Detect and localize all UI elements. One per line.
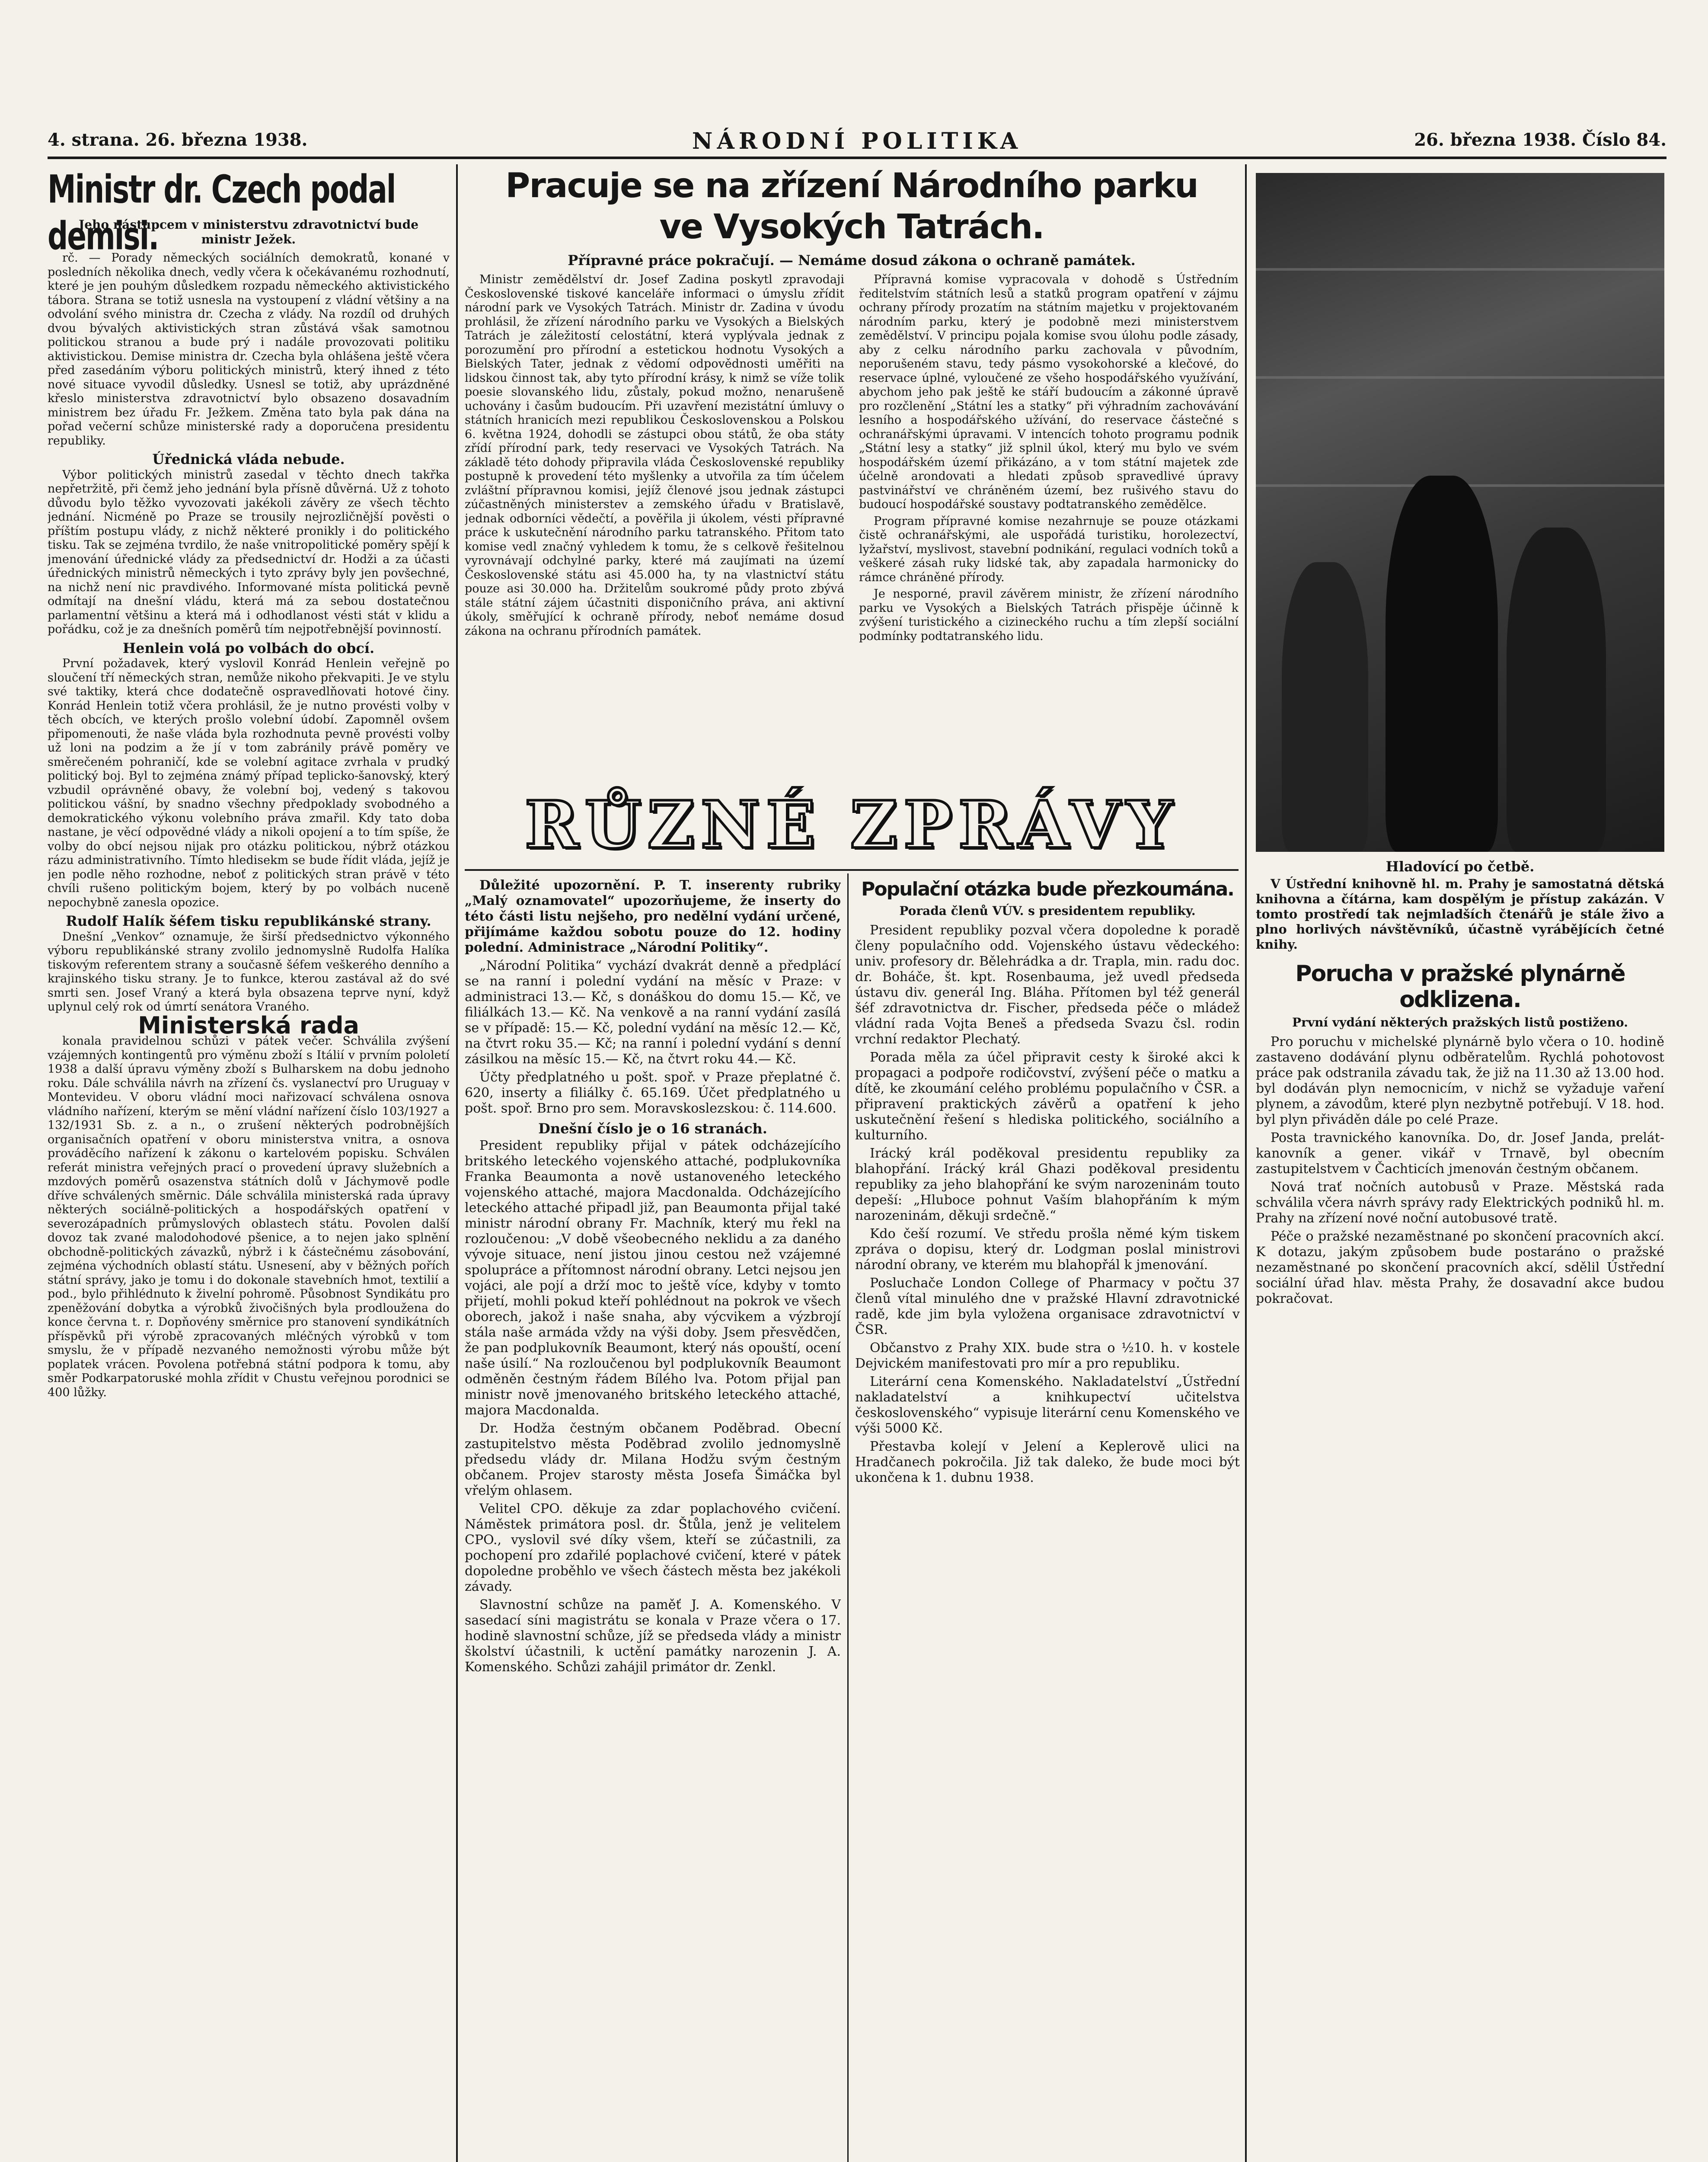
column-divider <box>1245 164 1247 2162</box>
page-number-date: 4. strana. 26. března 1938. <box>48 130 308 150</box>
page-header <box>48 130 1666 154</box>
paragraph: Velitel CPO. děkuje za zdar poplachového cvičení. Náměstek primátora posl. dr. Štůla, jenž je velitelem CPO., vyslovil své díky všem, kteří se zúčastnili, za pochopení pro zdařilé poplachové cvičení, které v pátek dopoledne proběhlo ve všech částech města bez jakékoli závady. <box>465 1501 841 1594</box>
paragraph: Program přípravné komise nezahrnuje se pouze otázkami čistě ochranářskými, ale uspořádá turistiku, horolezectví, lyžařství, myslivost, stavební podnikání, regulaci vodních toků a veškeré zásah ruky lidské tak, aby zapadala harmonicky do rámce chráněné přírody. <box>859 514 1239 584</box>
section-heading: Henlein volá po volbách do obcí. <box>122 640 375 656</box>
photo-shelf <box>1256 376 1664 379</box>
photo-shelf <box>1256 268 1664 271</box>
banner-rule <box>465 869 1239 871</box>
section-heading: Ministerská rada <box>138 1011 359 1039</box>
article-headline: Porucha v pražské plynárně odklizena. <box>1295 961 1625 1013</box>
paragraph: rč. — Porady německých sociálních demokratů, konané v posledních několika dnech, vedly včera k očekávanému rozhodnutí, které je jen pouhým důsledkem rozpadu německého aktivistického tábora. Strana se totiž usnesla na vystoupení z vládní většiny a na odvolání svého ministra dr. Czecha z vlády. Na rozdíl od druhých dvou bývalých aktivistických stran zůstává však samotnou politickou stranou a bude prý i nadále provozovati politiku aktivistickou. Demise ministra dr. Czecha byla ohlášena ještě včera před zasedáním výboru politických ministrů, který ihned z této nové situace vyvodil důsledky. Usnesl se totiž, aby uprázdněné křeslo ministerstva zdravotnictví bylo obsazeno dosavadním ministrem bez úřadu Fr. Ježkem. Změna tato byla pak dána na pořad večerní schůze ministerské rady a doporučena presidentu republiky. <box>48 251 450 448</box>
photo-child-figure <box>1282 562 1368 852</box>
paragraph: Důležité upozornění. P. T. inserenty rubriky „Malý oznamovatel“ upozorňujeme, že inserty do této části listu nejšeho, pro nedělní vydání určené, přijímáme každou sobotu pouze do 12. hodiny polední. Administrace „Národní Politiky“. <box>465 878 841 955</box>
article-subhead: Jeho nástupcem v ministerstvu zdravotnictví bude ministr Ježek. <box>78 217 419 246</box>
article-headline: Ministr dr. Czech podal demisi. <box>48 167 396 259</box>
lead-article <box>465 166 1239 780</box>
paragraph: Dr. Hodža čestným občanem Poděbrad. Obecní zastupitelstvo města Poděbrad zvolilo jednomyslně předsedu vlády dr. Milana Hodžu svým čestným občanem. Projev starosty města Josefa Šimáčka byl vřelým ohlasem. <box>465 1421 841 1498</box>
paragraph: „Národní Politika“ vychází dvakrát denně a předplácí se na ranní i polední vydání na měsíc v Praze: v administraci 13.— Kč, s donáškou do domu 15.— Kč, ve filiálkách 13.— Kč. Na venkově a na ranní vydání zasílá se v případě: 15.— Kč, polední vydání na měsíc 12.— Kč, na čtvrt roku 35.— Kč; na ranní i polední vydání s denní zásilkou na měsíc 15.— Kč, na čtvrt roku 44.— Kč. <box>465 958 841 1067</box>
paragraph: Pro poruchu v michelské plynárně bylo včera o 10. hodině zastaveno dodávání plynu odběratelům. Rychlá pohotovost práce pak odstranila závadu tak, že již na 11.30 až 13.00 hod. byl dodáván plyn nemocnicím, v nichž se vyžaduje vaření plynem, a závodům, které plyn nezbytně potřebují. V 18. hod. byl plyn přiváděn dále po celé Praze. <box>1256 1034 1664 1127</box>
photo-caption: Hladovící po četbě. <box>1386 858 1535 875</box>
issue-date-number: 26. března 1938. Číslo 84. <box>1414 130 1666 150</box>
lead-subhead: Přípravné práce pokračují. — Nemáme dosud zákona o ochraně památek. <box>568 252 1136 269</box>
article-body <box>48 251 450 1400</box>
lead-body <box>465 273 1239 780</box>
masthead: NÁRODNÍ POLITIKA <box>692 128 1022 154</box>
section-heading: Rudolf Halík šéfem tisku republikánské strany. <box>66 913 431 929</box>
paragraph: Přestavba kolejí v Jelení a Keplerově ulici na Hradčanech pokročila. Již tak daleko, že bude moci být ukončena k 1. dubnu 1938. <box>855 1439 1240 1485</box>
paragraph: Péče o pražské nezaměstnané po skončení pracovních akcí. K dotazu, jakým způsobem bude postaráno o pražské nezaměstnané po skončení pracovních akcí, sdělil Ústřední sociální úřad hlav. města Prahy, že dosavadní akce budou pokračovat. <box>1256 1229 1664 1306</box>
paragraph: Literární cena Komenského. Nakladatelství „Ústřední nakladatelství a knihkupectví učitelstva československého“ vypisuje literární cenu Komenského ve výši 5000 Kč. <box>855 1374 1240 1436</box>
article-subhead: První vydání některých pražských listů postiženo. <box>1292 1015 1628 1030</box>
section-heading: Úřednická vláda nebude. <box>152 451 345 467</box>
article-subhead: Porada členů VÚV. s presidentem republiky. <box>899 904 1196 918</box>
paragraph: Přípravná komise vypracovala v dohodě s Ústředním ředitelstvím státních lesů a statků program opatření v zájmu ochrany přírody prozatím na státním majetku v projektovaném národním parku, který je podobně mezi ministerstvem zemědělství. V principu pojala komise svou úlohu podle zásady, aby z celku národního parku zachovala v původním, neporušeném stavu, tedy pásmo vysokohorské a klečové, do reservace úplné, vyloučené ze všeho hospodářského využívání, abychom jeho pak ještě ke stáří budoucím a zákonné úpravě pro rozčlenění „Státní les a statky“ při výhradním zachovávání lesního a hospodářského užívání, do reservace částečné s ochranářskými úpravami. V intencích tohoto programu podnik „Státní lesy a statky“ již splnil úkol, který mu bylo ve svém hospodářském území přikázáno, a v tom státní majetek zde účelně arondovati a hledati způsob spravedlivé úpravy pastvinářství ve chráněném území, bez rušivého stavu do budoucí hospodářské soustavy podtatranského zemědělce. <box>859 273 1239 511</box>
photo-child-figure <box>1507 528 1606 852</box>
paragraph: Dnešní „Venkov“ oznamuje, že širší předsednictvo výkonného výboru republikánské strany zvolilo jednomyslně Rudolfa Halíka tiskovým referentem strany a současně šéfem veškerého denního a krajinského tisku strany. Je to funkce, kterou zastával až do své smrti sen. Josef Vraný a která byla obsazena teprve nyní, když uplynul celý rok od úmrtí senátora Vraného. <box>48 930 450 1014</box>
paragraph: Posta travnického kanovníka. Do, dr. Josef Janda, prelát-kanovník a gener. vikář v Trnavě, byl obecním zastupitelstvem v Čachticích jmenován čestným občanem. <box>1256 1130 1664 1177</box>
paragraph: Výbor politických ministrů zasedal v těchto dnech takřka nepřetržitě, při čemž jeho jednání byla přísně důvěrná. Už z tohoto důvodu bylo těžko vyvozovati jakékoli závěry ze všech těchto jednání. Nicméně po Praze se trousily nejrozličnější pověsti o příštím postupu vlády, z nichž některé pronikly i do politického tisku. Tak se zejména tvrdilo, že naše vnitropolitické poměry spějí k jmenování úřednické vlády za předsednictví dr. Hodži a za účasti úřednických ministrů německých i tyto zprávy byly jen povšechné, na nichž není nic pravdivého. Informované místa politická pevně odmítají na dnešní vládu, která má za sebou dostatečnou parlamentní většinu a která má i odhodlanost vésti stát v klidu a pořádku, což je za dnešních poměrů tím nejpotřebnější povinností. <box>48 468 450 636</box>
paragraph: Ministr zemědělství dr. Josef Zadina poskytl zpravodaji Československé tiskové kanceláře informaci o úmyslu zřídit národní park ve Vysokých Tatrách. Ministr dr. Zadina v úvodu prohlásil, že zřízení národního parku ve Vysokých a Bielských Tatrách je záležitostí celostátní, která vyplývala jednak z porozumění pro přírodní a estetickou hodnotu Vysokých a Bielských Tater, jednak z vědomí odpovědnosti uměřiti na lidskou činnost tak, aby tyto přírodní krásy, k nimž se víže tolik poesie slovanského lidu, zůstaly, pokud možno, nenarušeně uchovány i časům budoucím. Při uzavření mezistátní úmluvy o státních hranicích mezi republikou Československou a Polskou 6. května 1924, dohodli se zástupci obou států, že oba státy zřídí přírodní park, tedy reservaci ve Vysokých Tatrách. Na základě této dohody připravila vláda Československé republiky postupně k provedení této myšlenky a utvořila za tím účelem zvláštní přípravnou komisi, jejíž členové jsou jednak zástupci zúčastněných ministerstev a zemského úřadu v Bratislavě, jednak odborníci vědečtí, a pověřila ji úkolem, vésti přípravné práce k uskutečnění národního parku tatranského. Přitom tato komise vedl značný vyhledem k tomu, že s celkově řešitelnou vyrovnávají odchylné parky, které má zaujímati na území Československé státu asi 45.000 ha, ty na vlastnictví státu pouze asi 30.000 ha. Držitelům soukromé půdy proto zbývá stále státní zájem účastniti disponičního práva, ani aktivní úkoly, směřující k ochraně přírody, neboť nemáme dosud zákona na ochranu přírodních památek. <box>465 273 844 638</box>
paragraph: V Ústřední knihovně hl. m. Prahy je samostatná dětská knihovna a čítárna, kam dospělým je přístup zakázán. V tomto prostředí tak nejmladších čtenářů je stále živo a plno horlivých návštěvníků, účastně vyrábějících četné knihy. <box>1256 876 1664 952</box>
caption-text <box>1256 876 1664 952</box>
article-headline: Populační otázka bude přezkoumána. <box>861 878 1234 900</box>
column-divider <box>456 164 458 2162</box>
paragraph: Slavnostní schůze na paměť J. A. Komenského. V sasedací síni magistrátu se konala v Praze včera o 17. hodině slavnostní schůze, jíž se předseda vlády a ministr školství účastnili, k uctění památky narozenin J. A. Komenského. Schůzi zahájil primátor dr. Zenkl. <box>465 1597 841 1675</box>
paragraph: Kdo češí rozumí. Ve středu prošla němé kým tiskem zpráva o dopisu, který dr. Lodgman poslal ministrovi národní obrany, ve kterém mu blahopřál k jmenování. <box>855 1226 1240 1273</box>
paragraph: konala pravidelnou schůzi v pátek večer. Schválila zvýšení vzájemných kontingentů pro výměnu zboží s Itálií v prvním pololetí 1938 a další úpravu výměny zboží s Bulharskem na dobu jednoho roku. Dále schválila návrh na zřízení čs. vyslanectví pro Uruguay v Montevideu. V oboru vládní moci nařizovací schválena osnova vládního nařízení, kterým se mění vládní nařízení číslo 103/1927 a 132/1931 Sb. z. a n., o zrušení některých podrobnějších organisačních opatření v oboru ministerstva vnitra, a osnova prováděcího nařízení k zákonu o kartelovém popisku. Schválen referát ministra veřejných prací o provedení úpravy služebních a mzdových poměrů osazenstva státních dolů v Jáchymově podle dříve schválených směrnic. Dále schválila ministerská rada úpravy některých sociálně-politických a hospodářských opatření v severozápadních průmyslových oblastech státu. Povolen další dovoz tak zvané malodohodové pšenice, a to nejen jako splnění obchodně-politických závazků, nýbrž i k částečnému zásobování, zejména východních oblastí státu. Usnesení, aby v běžných pořích státní správy, jako je tomu i do dokonale stavebních hmot, textilií a pod., bylo přihlédnuto k živelní pohromě. Působnost Syndikátu pro zpeněžování dobytka a výrobků živočišných byla prodloužena do konce června t. r. Dopňovény směrnice pro stanovení syndikátních příspěvků při výrobě zpracovaných mléčných výrobků v tom smyslu, že v případě nezvaného nemožnosti výrobu může být poplatek vrácen. Povolena potřebná státní podpora k tomu, aby směr Podkarpatoruské mohla zřídit v Chustu veřejnou porodnici se 400 lůžky. <box>48 1034 450 1399</box>
paragraph: První požadavek, který vyslovil Konrád Henlein veřejně po sloučení tří německých stran, nemůže nikoho překvapiti. Je ve stylu své taktiky, která chce dodatečně ospravedlňovati hotové činy. Konrád Henlein totiž včera prohlásil, že je nutno provésti volby v těch obcích, ve kterých prošlo volební údobí. Zapomněl ovšem připomenouti, že naše vláda byla rozhodnuta pevně provésti volby už loni na podzim a že jí v tom zabránily právě poměry ve směrečeném pohraničí, kde se volební agitace zvrhala v prudký politický boj. Byl to zejména známý případ teplicko-šanovský, který vzbudil oprávněné obavy, že volební boj, vedený s takovou politickou vášní, by snadno všechny předpoklady svobodného a demokratického výkonu volebního práva zmařil. Kdy tato doba nastane, je věcí odpovědné vlády a nikoli opojení a to tím spíše, že volby do obcí nejsou nijak pro otázku politickou, nýbrž otázkou rázu administrativního. Tímto hledisekm se bude řídit vláda, jejíž je jen podle něho rozhodne, neboť z politických stran právě v této chvíli rušeno politickým bojem, který by po volbách nuceně nepochybně zanesla opozice. <box>48 657 450 909</box>
paragraph: President republiky přijal v pátek odcházejícího britského leteckého vojenského attaché, podplukovníka Franka Beaumonta a nově ustanoveného leteckého vojenského attaché, majora Macdonalda. Odcházejícího leteckého attaché připadl již, pan Beaumonta přijal také ministr národní obrany Fr. Machník, který mu řekl na rozloučenou: „V době všeobecného neklidu a za daného vývoje situace, není jistou jinou cestou než vzájemné spolupráce a přítomnost národní obrany. Letci nejsou jen vojáci, ale pojí a drží moc to ještě více, kdyby v tomto přijetí, mohli pokud kteří pohlédnout na pokrok ve všech oborech, jakož i naše snaha, aby výcvikem a výzbrojí stála naše armáda vždy na výši doby. Jsem přesvědčen, že pan podplukovník Beaumont, který nás opouští, ocení naše úsilí.“ Na rozloučenou byl podplukovník Beaumont odměněn čestným řádem Bílého lva. Potom přijal pan ministr nově jmenovaného britského leteckého attaché, majora Macdonalda. <box>465 1138 841 1418</box>
library-photo <box>1256 173 1664 852</box>
paragraph: President republiky pozval včera dopoledne k poradě členy populačního odd. Vojenského ústavu vědeckého: univ. profesory dr. Bělehrádka a dr. Trapla, min. radu doc. dr. Boháče, št. kpt. Rosenbauma, jež uvedl předseda ústavu div. generál Ing. Bláha. Přítomen byl též generál šéf zdravotnictva dr. Fischer, předseda péče o mládež vládní rada Vojta Beneš a předseda Svazu čsl. rodin vrchní redaktor Plechatý. <box>855 923 1240 1047</box>
lead-headline-line1: Pracuje se na zřízení Národního parku <box>505 166 1198 205</box>
paragraph: Nová trať nočních autobusů v Praze. Městská rada schválila včera návrh správy rady Elektrických podniků hl. m. Prahy na zřízení nové noční autobusové tratě. <box>1256 1180 1664 1226</box>
header-rule <box>48 157 1666 159</box>
paragraph: Posluchače London College of Pharmacy v počtu 37 členů vítal minulého dne v pražské Hlavní zdravotnické radě, kde jim byla vyložena organisace zdravotnictví v ČSR. <box>855 1276 1240 1337</box>
section-banner: RŮZNÉ ZPRÁVY <box>524 787 1179 863</box>
section-heading: Dnešní číslo je o 16 stranách. <box>538 1120 767 1137</box>
article-body <box>855 923 1240 1486</box>
paragraph: Irácký král poděkoval presidentu republiky za blahopřání. Irácký král Ghazi poděkoval presidentu republiky za jeho blahopřání ke svým narozeninám touto depeší: „Hluboce pohnut Vaším blahopřáním k mým narozeninám, děkuji srdečně.“ <box>855 1146 1240 1223</box>
column-city-news <box>1256 858 1664 2162</box>
paragraph: Účty předplatného u pošt. spoř. v Praze přeplatné č. 620, inserty a filiálky č. 65.169. Účet předplatného u pošt. spoř. Brno pro sem. Moravskoslezskou: č. 114.600. <box>465 1070 841 1116</box>
column-notices <box>465 878 841 2162</box>
article-body <box>1256 1034 1664 1307</box>
lead-headline-line2: ve Vysokých Tatrách. <box>659 208 1044 246</box>
paragraph: Občanstvo z Prahy XIX. bude stra o ½10. h. v kostele Dejvickém manifestovati pro mír a pro republiku. <box>855 1340 1240 1371</box>
notices-body <box>465 878 841 1675</box>
paragraph: Je nesporné, pravil závěrem ministr, že zřízení národního parku ve Vysokých a Bielských Tatrách přispěje účinně k zvýšení turistického a cizineckého ruchu a tím zlepší sociální podmínky podtatranského lidu. <box>859 587 1239 643</box>
photo-child-figure <box>1386 476 1498 852</box>
column-politics <box>48 166 450 2162</box>
column-divider <box>847 873 849 2162</box>
paragraph: Porada měla za účel připravit cesty k široké akci k propagaci a podpoře rodičovství, zvýšení péče o matku a dítě, ke zkoumání celého problému populačního v ČSR. a připravení praktických závěrů a opatření k jeho uskutečnění řešení s hlediska politického, sociálního a kulturního. <box>855 1050 1240 1143</box>
column-population <box>855 878 1240 2162</box>
